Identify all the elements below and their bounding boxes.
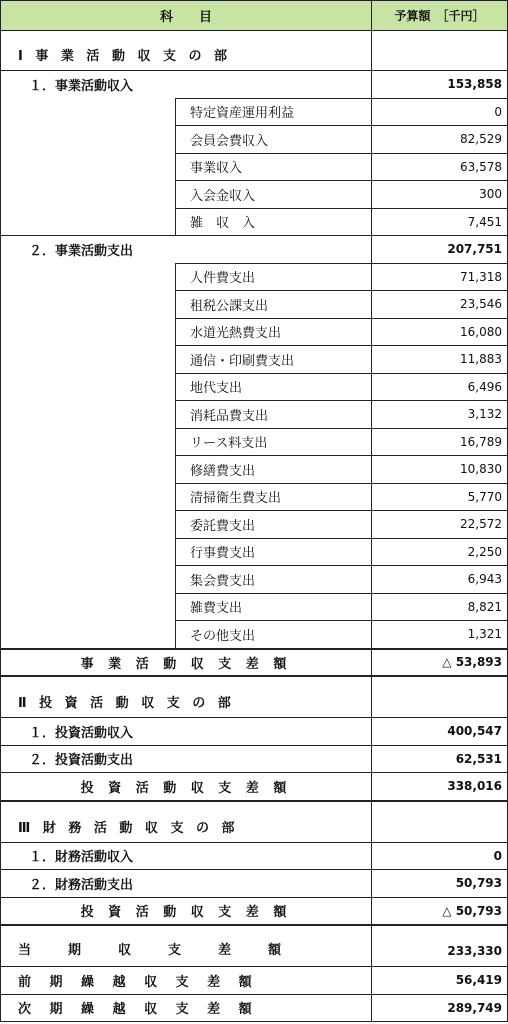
table-row xyxy=(1,455,507,483)
indent-cell xyxy=(1,538,175,566)
section-title-row xyxy=(1,30,507,70)
item-value: 5,770 xyxy=(371,483,507,511)
header-amount: 予算額 ［千円］ xyxy=(371,1,507,30)
section-title: Ⅱ 投 資 活 動 収 支 の 部 xyxy=(18,696,235,711)
indent-cell xyxy=(1,318,175,346)
group-row xyxy=(1,235,507,263)
item-label: 雑 収 入 xyxy=(175,208,371,236)
item-label: 会員会費収入 xyxy=(175,125,371,153)
indent-cell xyxy=(1,510,175,538)
section-title: Ⅲ 財 務 活 動 収 支 の 部 xyxy=(18,820,239,836)
table-row xyxy=(1,98,507,126)
group-label: １．投資活動収入 xyxy=(29,725,134,741)
item-label: 修繕費支出 xyxy=(175,455,371,483)
empty-value-cell xyxy=(371,31,507,70)
item-value: 7,451 xyxy=(371,208,507,236)
group-row xyxy=(1,745,507,773)
item-value: 10,830 xyxy=(371,455,507,483)
section-title: Ⅰ 事 業 活 動 収 支 の 部 xyxy=(18,49,232,64)
item-value: 1,321 xyxy=(371,620,507,648)
balance-row xyxy=(1,648,507,676)
table-row xyxy=(1,428,507,456)
group-row xyxy=(1,842,507,870)
group-value: 0 xyxy=(371,843,507,870)
item-label: 水道光熱費支出 xyxy=(175,318,371,346)
item-value: 3,132 xyxy=(371,400,507,428)
indent-cell xyxy=(1,263,175,291)
group-value: 62,531 xyxy=(371,746,507,773)
item-value: 16,789 xyxy=(371,428,507,456)
item-value: 22,572 xyxy=(371,510,507,538)
balance-row xyxy=(1,772,507,800)
table-row xyxy=(1,208,507,236)
indent-cell xyxy=(1,620,175,648)
indent-cell xyxy=(1,455,175,483)
item-value: 0 xyxy=(371,98,507,126)
item-label: 集会費支出 xyxy=(175,565,371,593)
item-label: 雑費支出 xyxy=(175,593,371,621)
table-row xyxy=(1,345,507,373)
summary-row xyxy=(1,994,507,1022)
item-value: 82,529 xyxy=(371,125,507,153)
item-label: 消耗品費支出 xyxy=(175,400,371,428)
table-row xyxy=(1,263,507,291)
item-value: 6,943 xyxy=(371,565,507,593)
table-row xyxy=(1,373,507,401)
item-label: 委託費支出 xyxy=(175,510,371,538)
indent-cell xyxy=(1,565,175,593)
indent-cell xyxy=(1,483,175,511)
group-row xyxy=(1,869,507,897)
summary-label: 前 期 繰 越 収 支 差 額 xyxy=(18,974,259,990)
summary-label: 次 期 繰 越 収 支 差 額 xyxy=(18,1002,259,1018)
summary-value: 289,749 xyxy=(371,995,507,1022)
empty-value-cell xyxy=(371,677,507,717)
indent-cell xyxy=(1,290,175,318)
indent-cell xyxy=(1,373,175,401)
item-value: 300 xyxy=(371,180,507,208)
item-value: 23,546 xyxy=(371,290,507,318)
balance-value: △ 53,893 xyxy=(371,650,507,676)
item-value: 8,821 xyxy=(371,593,507,621)
item-label: リース料支出 xyxy=(175,428,371,456)
summary-value: 56,419 xyxy=(371,967,507,994)
section-title-row xyxy=(1,800,507,842)
indent-cell xyxy=(1,180,175,208)
table-row xyxy=(1,290,507,318)
header-subject: 科 目 xyxy=(159,10,212,25)
item-value: 6,496 xyxy=(371,373,507,401)
group-value: 207,751 xyxy=(371,236,507,263)
item-value: 2,250 xyxy=(371,538,507,566)
indent-cell xyxy=(1,428,175,456)
empty-value-cell xyxy=(371,802,507,842)
table-row xyxy=(1,483,507,511)
indent-cell xyxy=(1,98,175,126)
table-row xyxy=(1,153,507,181)
group-value: 50,793 xyxy=(371,870,507,897)
group-label: １．事業活動収入 xyxy=(29,78,134,94)
item-label: 通信・印刷費支出 xyxy=(175,345,371,373)
item-label: 事業収入 xyxy=(175,153,371,181)
item-value: 63,578 xyxy=(371,153,507,181)
table-row xyxy=(1,620,507,648)
indent-cell xyxy=(1,208,175,236)
table-row xyxy=(1,318,507,346)
table-header xyxy=(1,1,507,30)
indent-cell xyxy=(1,125,175,153)
balance-label: 投 資 活 動 収 支 差 額 xyxy=(80,780,292,796)
balance-label: 事 業 活 動 収 支 差 額 xyxy=(80,656,292,672)
summary-row xyxy=(1,924,507,966)
summary-row xyxy=(1,966,507,994)
group-label: ２．財務活動支出 xyxy=(29,877,134,893)
table-row xyxy=(1,593,507,621)
balance-label: 投 資 活 動 収 支 差 額 xyxy=(80,905,292,921)
group-label: ２．事業活動支出 xyxy=(29,243,134,259)
group-row xyxy=(1,70,507,98)
indent-cell xyxy=(1,593,175,621)
group-label: １．財務活動収入 xyxy=(29,850,134,866)
item-label: その他支出 xyxy=(175,620,371,648)
item-label: 租税公課支出 xyxy=(175,290,371,318)
table-row xyxy=(1,538,507,566)
item-value: 71,318 xyxy=(371,263,507,291)
balance-row xyxy=(1,897,507,925)
item-label: 人件費支出 xyxy=(175,263,371,291)
table-row xyxy=(1,180,507,208)
item-label: 特定資産運用利益 xyxy=(175,98,371,126)
group-label: ２．投資活動支出 xyxy=(29,753,134,769)
indent-cell xyxy=(1,345,175,373)
table-row xyxy=(1,565,507,593)
item-label: 清掃衛生費支出 xyxy=(175,483,371,511)
item-value: 16,080 xyxy=(371,318,507,346)
table-row xyxy=(1,510,507,538)
indent-cell xyxy=(1,153,175,181)
item-label: 行事費支出 xyxy=(175,538,371,566)
item-value: 11,883 xyxy=(371,345,507,373)
item-label: 入会金収入 xyxy=(175,180,371,208)
item-label: 地代支出 xyxy=(175,373,371,401)
summary-value: 233,330 xyxy=(371,926,507,966)
table-row xyxy=(1,400,507,428)
balance-value: 338,016 xyxy=(371,773,507,800)
group-value: 153,858 xyxy=(371,71,507,98)
summary-label: 当 期 収 支 差 額 xyxy=(18,943,294,958)
group-row xyxy=(1,717,507,745)
group-value: 400,547 xyxy=(371,718,507,745)
table-row xyxy=(1,125,507,153)
section-title-row xyxy=(1,675,507,717)
indent-cell xyxy=(1,400,175,428)
balance-value: △ 50,793 xyxy=(371,898,507,925)
